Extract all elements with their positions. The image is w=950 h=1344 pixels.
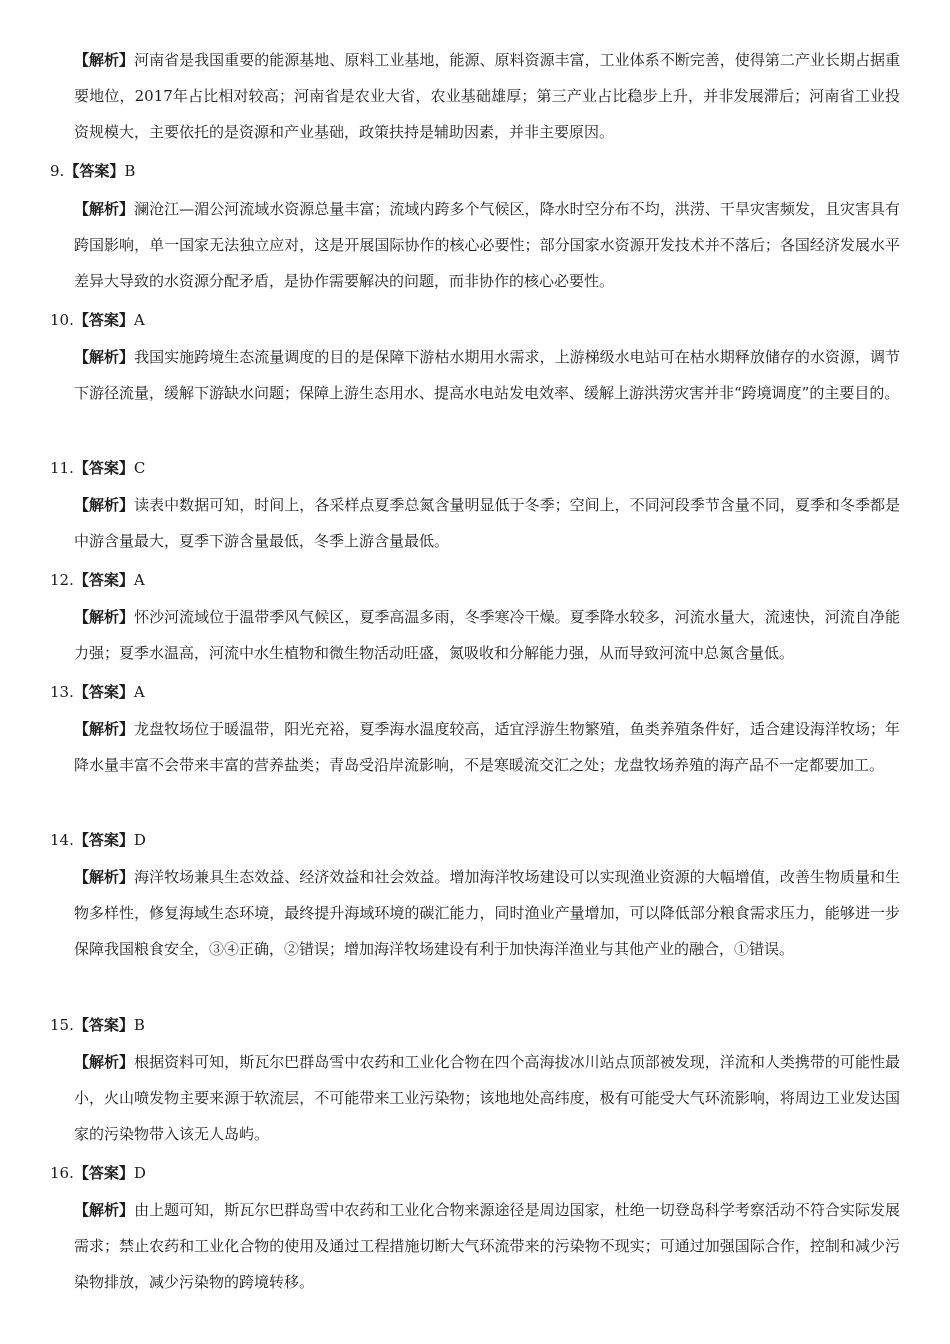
answer-value: B <box>133 1016 145 1034</box>
answer-value: B <box>124 162 136 180</box>
analysis-paragraph-11 <box>74 487 900 559</box>
analysis-text: 读表中数据可知，时间上，各采样点夏季总氮含量明显低于冬季；空间上，不同河段季节含量不同，夏季和冬季都是中游含量最大，夏季下游含量最低，冬季上游含量最低。 <box>74 496 900 550</box>
analysis-text: 龙盘牧场位于暖温带，阳光充裕，夏季海水温度较高，适宜浮游生物繁殖，鱼类养殖条件好，适合建设海洋牧场；年降水量丰富不会带来丰富的营养盐类；青岛受沿岸流影响，不是寒暖流交汇之处；龙盘牧场养殖的海产品不一定都要加工。 <box>74 720 900 774</box>
answer-line-13 <box>50 682 145 702</box>
question-number: 15. <box>50 1016 74 1034</box>
question-number: 11. <box>50 459 74 477</box>
answer-line-10 <box>50 310 145 330</box>
answer-line-12 <box>50 570 145 590</box>
answer-line-11 <box>50 458 145 478</box>
answer-value: C <box>133 459 146 477</box>
answer-label: 【答案】 <box>73 831 134 849</box>
analysis-label: 【解析】 <box>74 608 135 626</box>
analysis-text: 由上题可知，斯瓦尔巴群岛雪中农药和工业化合物来源途径是周边国家，杜绝一切登岛科学考察活动不符合实际发展需求；禁止农药和工业化合物的使用及通过工程措施切断大气环流带来的污染物不现实；可通过加强国际合作，控制和减少污染物排放，减少污染物的跨境转移。 <box>74 1201 900 1291</box>
analysis-label: 【解析】 <box>74 1053 135 1071</box>
question-number: 12. <box>50 571 74 589</box>
analysis-label: 【解析】 <box>74 200 135 218</box>
question-number: 13. <box>50 683 74 701</box>
answer-line-16 <box>50 1163 146 1183</box>
answer-value: A <box>133 311 145 329</box>
intro-analysis-paragraph <box>74 42 900 150</box>
analysis-label: 【解析】 <box>74 496 135 514</box>
analysis-paragraph-16 <box>74 1192 900 1300</box>
answer-line-14 <box>50 830 146 850</box>
analysis-text: 澜沧江—湄公河流域水资源总量丰富；流域内跨多个气候区，降水时空分布不均，洪涝、干旱灾害频发，且灾害具有跨国影响，单一国家无法独立应对，这是开展国际协作的核心必要性；部分国家水资源开发技术并不落后；各国经济发展水平差异大导致的水资源分配矛盾，是协作需要解决的问题，而非协作的核心必要性。 <box>74 200 900 290</box>
answer-label: 【答案】 <box>73 1164 134 1182</box>
answer-value: D <box>133 1164 146 1182</box>
analysis-paragraph-13 <box>74 711 900 783</box>
answer-label: 【答案】 <box>73 571 134 589</box>
answer-line-15 <box>50 1015 145 1035</box>
question-number: 14. <box>50 831 74 849</box>
answer-label: 【答案】 <box>73 459 134 477</box>
analysis-paragraph-12 <box>74 599 900 671</box>
analysis-label: 【解析】 <box>74 1201 135 1219</box>
analysis-text: 根据资料可知，斯瓦尔巴群岛雪中农药和工业化合物在四个高海拔冰川站点顶部被发现，洋流和人类携带的可能性最小，火山喷发物主要来源于软流层，不可能带来工业污染物；该地地处高纬度，极有可能受大气环流影响，将周边工业发达国家的污染物带入该无人岛屿。 <box>74 1053 900 1143</box>
answer-label: 【答案】 <box>73 1016 134 1034</box>
analysis-text: 河南省是我国重要的能源基地、原料工业基地，能源、原料资源丰富，工业体系不断完善，使得第二产业长期占据重要地位，2017年占比相对较高；河南省是农业大省，农业基础雄厚；第三产业占比稳步上升，并非发展滞后；河南省工业投资规模大，主要依托的是资源和产业基础，政策扶持是辅助因素，并非主要原因。 <box>74 51 900 141</box>
analysis-text: 我国实施跨境生态流量调度的目的是保障下游枯水期用水需求，上游梯级水电站可在枯水期释放储存的水资源，调节下游径流量，缓解下游缺水问题；保障上游生态用水、提高水电站发电效率、缓解上游洪涝灾害并非“跨境调度”的主要目的。 <box>74 348 900 402</box>
analysis-paragraph-15 <box>74 1044 900 1152</box>
analysis-label: 【解析】 <box>74 868 135 886</box>
answer-label: 【答案】 <box>64 162 125 180</box>
analysis-text: 海洋牧场兼具生态效益、经济效益和社会效益。增加海洋牧场建设可以实现渔业资源的大幅增值，改善生物质量和生物多样性，修复海域生态环境，最终提升海域环境的碳汇能力，同时渔业产量增加，可以降低部分粮食需求压力，能够进一步保障我国粮食安全，③④正确，②错误；增加海洋牧场建设有利于加快海洋渔业与其他产业的融合，①错误。 <box>74 868 900 958</box>
question-number: 9. <box>50 162 65 180</box>
analysis-paragraph-9 <box>74 191 900 299</box>
analysis-paragraph-14 <box>74 859 900 967</box>
analysis-text: 怀沙河流域位于温带季风气候区，夏季高温多雨，冬季寒冷干燥。夏季降水较多，河流水量大，流速快，河流自净能力强；夏季水温高，河流中水生植物和微生物活动旺盛，氮吸收和分解能力强，从而导致河流中总氮含量低。 <box>74 608 900 662</box>
analysis-label: 【解析】 <box>74 348 135 366</box>
answer-label: 【答案】 <box>73 683 134 701</box>
analysis-label: 【解析】 <box>74 720 135 738</box>
answer-label: 【答案】 <box>73 311 134 329</box>
question-number: 16. <box>50 1164 74 1182</box>
answer-value: A <box>133 571 145 589</box>
answer-line-9 <box>50 161 135 181</box>
question-number: 10. <box>50 311 74 329</box>
analysis-paragraph-10 <box>74 339 900 411</box>
answer-value: D <box>133 831 146 849</box>
analysis-label: 【解析】 <box>74 51 135 69</box>
answer-value: A <box>133 683 145 701</box>
